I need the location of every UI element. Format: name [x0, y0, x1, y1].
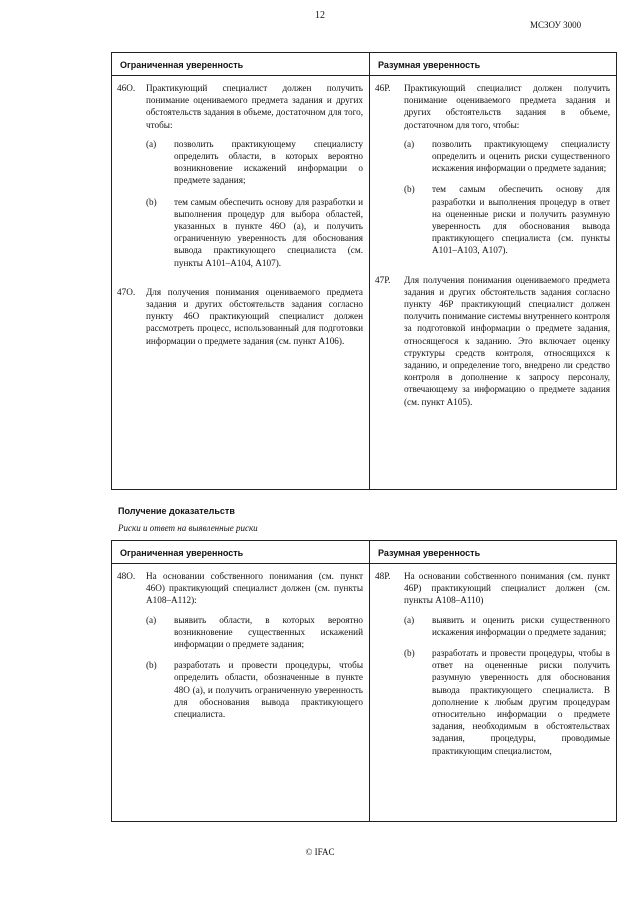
subitem-a: (a) позволить практикующему специалисту определить и оценить риски существенного искажения информации о предмете задания; — [404, 138, 610, 174]
footer-copyright: © IFAC — [305, 847, 335, 857]
paragraph-number: 47О. — [117, 286, 136, 297]
subitem-b: (b) разработать и провести процедуры, чтобы определить области, обозначенные в пункте 48О (a), и получить ограниченную уверенность для обоснования вывода практикующего специалиста. — [146, 660, 363, 720]
limited-assurance-cell — [112, 76, 370, 490]
subitem-b: (b) разработать и провести процедуры, чтобы в ответ на оцененные риски получить разумную уверенность для обоснования вывода практикующего специалиста. В дополнение к любым другим процедурам относительно информации о предмете задания, необходимым в обстоятельствах задания, процедуры, проводимые практикующим специалистом, — [404, 648, 610, 756]
subitem-a: (a) выявить и оценить риски существенного искажения информации о предмете задания; — [404, 614, 610, 637]
paragraph-47r — [375, 274, 610, 408]
paragraph-48o — [117, 570, 363, 729]
subitem-a: (a) позволить практикующему специалисту определить области, в которых вероятно возникновение искажений информации о предмете задания; — [146, 138, 363, 186]
column-header-reasonable: Разумная уверенность — [370, 53, 617, 76]
paragraph-text: Для получения понимания оцениваемого предмета задания и других обстоятельств задания согласно пункту 46О практикующий специалист должен рассмотреть процесс, использованный для подготовки информации о предмете задания (см. пункт А106). — [146, 286, 363, 346]
paragraph-46o — [117, 82, 363, 278]
paragraph-text: На основании собственного понимания (см. пункт 46Р) практикующий специалист должен (см. пункты А108–А110) — [404, 571, 610, 606]
paragraph-47o — [117, 286, 363, 347]
paragraph-number: 48Р. — [375, 571, 391, 581]
paragraph-number: 46О. — [117, 83, 136, 93]
paragraph-number: 47Р. — [375, 274, 391, 285]
column-header-limited: Ограниченная уверенность — [112, 53, 370, 76]
assurance-table-1 — [111, 52, 617, 490]
paragraph-46r — [375, 82, 610, 266]
reasonable-assurance-cell — [370, 564, 617, 822]
paragraph-number: 46Р. — [375, 83, 391, 93]
reasonable-assurance-cell — [370, 76, 617, 490]
column-header-reasonable: Разумная уверенность — [370, 541, 617, 564]
document-code: МСЗОУ 3000 — [530, 20, 582, 30]
subitem-b: (b) тем самым обеспечить основу для разработки и выполнения процедур для выбора областей, указанных в пункте 46О (a), и получить ограниченную уверенность для обоснования вывода практикующего специалиста (см. пункты А101–А104, А107). — [146, 196, 363, 268]
paragraph-text: На основании собственного понимания (см. пункт 46О) практикующий специалист должен (см. пункты А108–А112): — [146, 571, 363, 606]
limited-assurance-cell — [112, 564, 370, 822]
paragraph-text: Для получения понимания оцениваемого предмета задания и других обстоятельств задания согласно пункту 46Р практикующий специалист должен получить понимание системы внутреннего контроля за подготовкой информации о предмете задания, относящегося к заданию. Это включает оценку структуры средств контроля, относящихся к заданию, и определение того, внедрено ли средство контроля в дополнение к запросу персоналу, отвечающему за информацию о предмете задания (см. пункт А105). — [404, 274, 610, 407]
paragraph-48r — [375, 570, 610, 766]
subitem-a: (a) выявить области, в которых вероятно возникновение существенных искажений информации о предмете задания; — [146, 614, 363, 650]
section-title: Получение доказательств — [118, 506, 235, 516]
page-number: 12 — [315, 10, 325, 21]
section-subtitle: Риски и ответ на выявленные риски — [118, 523, 258, 533]
subitem-b: (b) тем самым обеспечить основу для разработки и выполнения процедур в ответ на оцененные риски и получить разумную уверенность для обоснования вывода практикующего специалиста (см. пункты А101–А103, А107). — [404, 184, 610, 256]
paragraph-text: Практикующий специалист должен получить понимание оцениваемого предмета задания и других обстоятельств задания в объеме, достаточном для того, чтобы: — [146, 83, 363, 130]
column-header-limited: Ограниченная уверенность — [112, 541, 370, 564]
paragraph-text: Практикующий специалист должен получить понимание оцениваемого предмета задания и других обстоятельств задания в объеме, достаточном для того, чтобы: — [404, 83, 610, 130]
paragraph-number: 48О. — [117, 571, 136, 581]
assurance-table-2 — [111, 540, 617, 822]
